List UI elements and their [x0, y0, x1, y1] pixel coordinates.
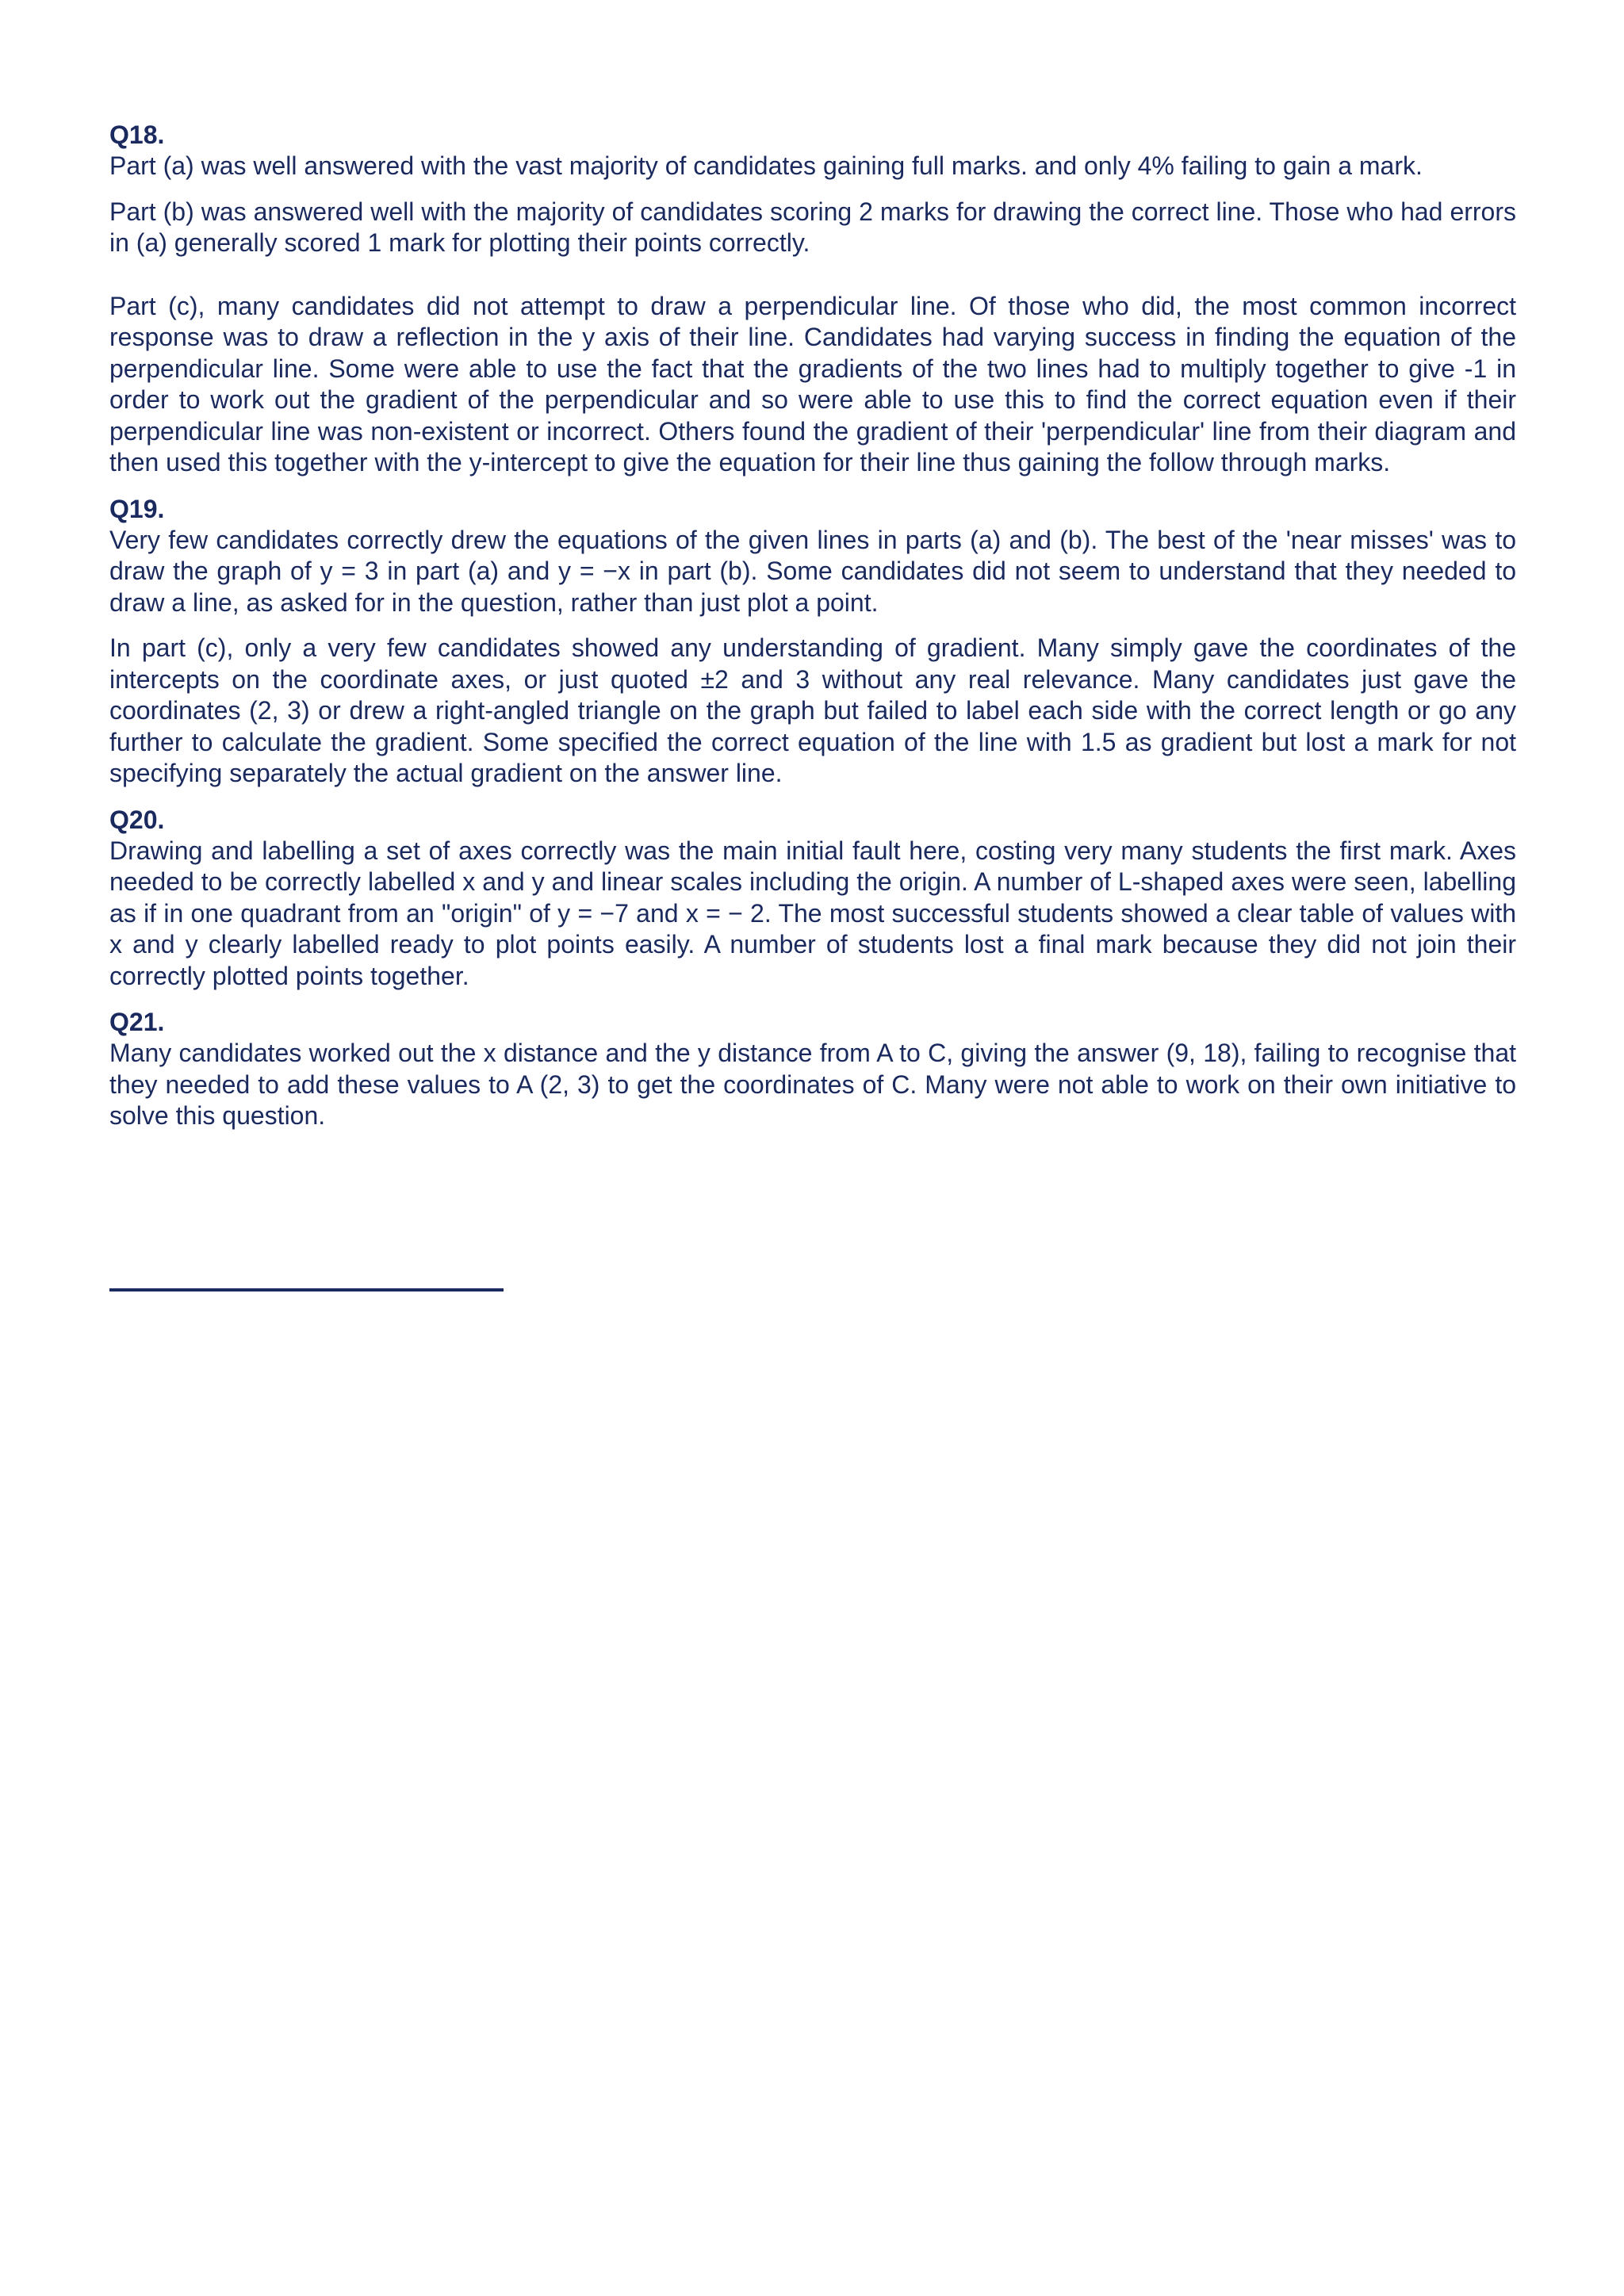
question-heading: Q20.: [109, 805, 165, 834]
paragraph: In part (c), only a very few candidates showed any understanding of gradient. Many simply gave the coordinates of the intercepts on the coordinate axes, or just quoted ±2 and 3 without any real relevance. Many candidates just gave the coordinates (2, 3) or drew a right-angled triangle on the graph but failed to label each side with the correct length or go any further to calculate the gradient. Some specified the correct equation of the line with 1.5 as gradient but lost a mark for not specifying separately the actual gradient on the answer line.: [109, 633, 1516, 787]
paragraph: Very few candidates correctly drew the equations of the given lines in parts (a) and (b). The best of the 'near misses' was to draw the graph of y = 3 in part (a) and y = −x in part (b). Some candidates did not seem to understand that they needed to draw a line, as asked for in the question, rather than just plot a point.: [109, 525, 1516, 617]
paragraph: Part (b) was answered well with the majority of candidates scoring 2 marks for drawing the correct line. Those who had errors in (a) generally scored 1 mark for plotting their points correctly.: [109, 197, 1516, 257]
section-q20: [109, 804, 1516, 993]
paragraph: Part (a) was well answered with the vast majority of candidates gaining full marks. and only 4% failing to gain a mark.: [109, 151, 1423, 180]
paragraph: Many candidates worked out the x distance and the y distance from A to C, giving the answer (9, 18), failing to recognise that they needed to add these values to A (2, 3) to get the coordinates of C. Many were not able to work on their own initiative to solve this question.: [109, 1039, 1516, 1130]
question-heading: Q18.: [109, 121, 165, 149]
paragraph: Part (c), many candidates did not attempt to draw a perpendicular line. Of those who did, the most common incorrect response was to draw a reflection in the y axis of their line. Candidates had varying success in finding the equation of the perpendicular line. Some were able to use the fact that the gradients of the two lines had to multiply together to give -1 in order to work out the gradient of the perpendicular and so were able to use this to find the correct equation even if their perpendicular line was non-existent or incorrect. Others found the gradient of their 'perpendicular' line from their diagram and then used this together with the y-intercept to give the equation for their line thus gaining the follow through marks.: [109, 291, 1516, 476]
section-q21: [109, 1006, 1516, 1132]
footnote-divider: [109, 1288, 504, 1292]
section-q18: [109, 119, 1516, 479]
examiner-report-page: [109, 119, 1516, 1146]
question-heading: Q21.: [109, 1008, 165, 1036]
paragraph: Drawing and labelling a set of axes correctly was the main initial fault here, costing very many students the first mark. Axes needed to be correctly labelled x and y and linear scales including the origin. A number of L-shaped axes were seen, labelling as if in one quadrant from an "origin" of y = −7 and x = − 2. The most successful students showed a clear table of values with x and y clearly labelled ready to plot points easily. A number of students lost a final mark because they did not join their correctly plotted points together.: [109, 836, 1516, 990]
question-heading: Q19.: [109, 494, 165, 523]
section-q19: [109, 493, 1516, 790]
